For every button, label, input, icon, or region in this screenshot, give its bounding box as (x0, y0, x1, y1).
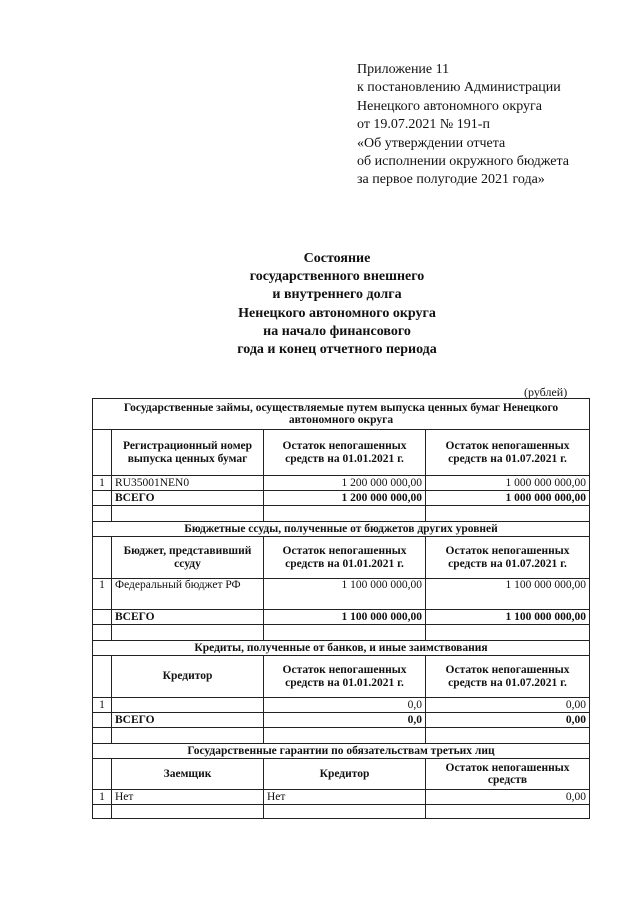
total-label: ВСЕГО (112, 610, 264, 625)
total-value: 0,0 (264, 713, 426, 728)
total-row (93, 610, 590, 625)
row-value: 0,0 (264, 698, 426, 713)
column-header-row (93, 430, 590, 476)
column-header: Бюджет, представивший ссуду (112, 537, 264, 579)
column-header: Кредитор (112, 656, 264, 698)
appendix-line: «Об утверждении отчета (357, 135, 506, 151)
column-header: Остаток непогашенных средств на 01.01.2021 г. (264, 537, 426, 579)
title-line: года и конец отчетного периода (237, 342, 437, 358)
row-name: Федеральный бюджет РФ (112, 579, 264, 610)
title-line: на начало финансового (263, 323, 411, 339)
column-header: Заемщик (112, 759, 264, 790)
row-value: 0,00 (426, 790, 590, 805)
column-header-row (93, 656, 590, 698)
row-number: 1 (93, 476, 112, 491)
column-header: Кредитор (264, 759, 426, 790)
appendix-header (357, 61, 569, 190)
row-borrower: Нет (112, 790, 264, 805)
column-header: Остаток непогашенных средств (426, 759, 590, 790)
total-value: 1 000 000 000,00 (426, 491, 590, 506)
column-header: Остаток непогашенных средств на 01.07.2021 г. (426, 537, 590, 579)
spacer-row (93, 506, 590, 522)
title-line: Ненецкого автономного округа (238, 305, 436, 321)
column-header: Остаток непогашенных средств на 01.01.2021 г. (264, 656, 426, 698)
total-value: 0,00 (426, 713, 590, 728)
appendix-line: к постановлению Администрации (357, 80, 561, 96)
title-line: и внутреннего долга (272, 287, 402, 303)
table-row (93, 579, 590, 610)
total-label: ВСЕГО (112, 713, 264, 728)
row-number: 1 (93, 579, 112, 610)
column-header-row (93, 537, 590, 579)
row-value: 1 100 000 000,00 (426, 579, 590, 610)
appendix-line: Ненецкого автономного округа (357, 98, 542, 114)
total-label: ВСЕГО (112, 491, 264, 506)
column-header: Остаток непогашенных средств на 01.07.2021 г. (426, 656, 590, 698)
section-title-row (93, 399, 590, 430)
column-header: Остаток непогашенных средств на 01.07.2021 г. (426, 430, 590, 476)
column-header: Остаток непогашенных средств на 01.01.2021 г. (264, 430, 426, 476)
appendix-line: за первое полугодие 2021 года» (357, 172, 545, 188)
appendix-line: Приложение 11 (357, 62, 450, 77)
table-row (93, 698, 590, 713)
row-name (112, 698, 264, 713)
spacer-row (93, 805, 590, 819)
row-number: 1 (93, 698, 112, 713)
table-row (93, 476, 590, 491)
row-name: RU35001NEN0 (112, 476, 264, 491)
table-row (93, 790, 590, 805)
total-row (93, 491, 590, 506)
section-title-row (93, 641, 590, 656)
total-value: 1 100 000 000,00 (264, 610, 426, 625)
title-line: государственного внешнего (249, 269, 425, 285)
row-number: 1 (93, 790, 112, 805)
spacer-row (93, 625, 590, 641)
section-title-row (93, 744, 590, 759)
total-row (93, 713, 590, 728)
section-title: Бюджетные ссуды, полученные от бюджетов других уровней (93, 522, 590, 537)
total-value: 1 200 000 000,00 (264, 491, 426, 506)
row-value: 1 100 000 000,00 (264, 579, 426, 610)
total-value: 1 100 000 000,00 (426, 610, 590, 625)
document-title (150, 250, 524, 359)
appendix-line: от 19.07.2021 № 191-п (357, 117, 490, 133)
row-value: 1 200 000 000,00 (264, 476, 426, 491)
section-title-row (93, 522, 590, 537)
debt-table (92, 398, 590, 819)
row-creditor: Нет (264, 790, 426, 805)
column-header-row (93, 759, 590, 790)
section-title: Кредиты, полученные от банков, и иные заимствования (93, 641, 590, 656)
title-line: Состояние (303, 251, 371, 266)
appendix-line: об исполнении окружного бюджета (357, 154, 569, 170)
row-value: 0,00 (426, 698, 590, 713)
column-header: Регистрационный номер выпуска ценных бумаг (112, 430, 264, 476)
row-value: 1 000 000 000,00 (426, 476, 590, 491)
spacer-row (93, 728, 590, 744)
section-title: Государственные займы, осуществляемые путем выпуска ценных бумаг Ненецкого автономного округа (93, 399, 590, 430)
units-label: (рублей) (524, 385, 568, 399)
section-title: Государственные гарантии по обязательствам третьих лиц (93, 744, 590, 759)
